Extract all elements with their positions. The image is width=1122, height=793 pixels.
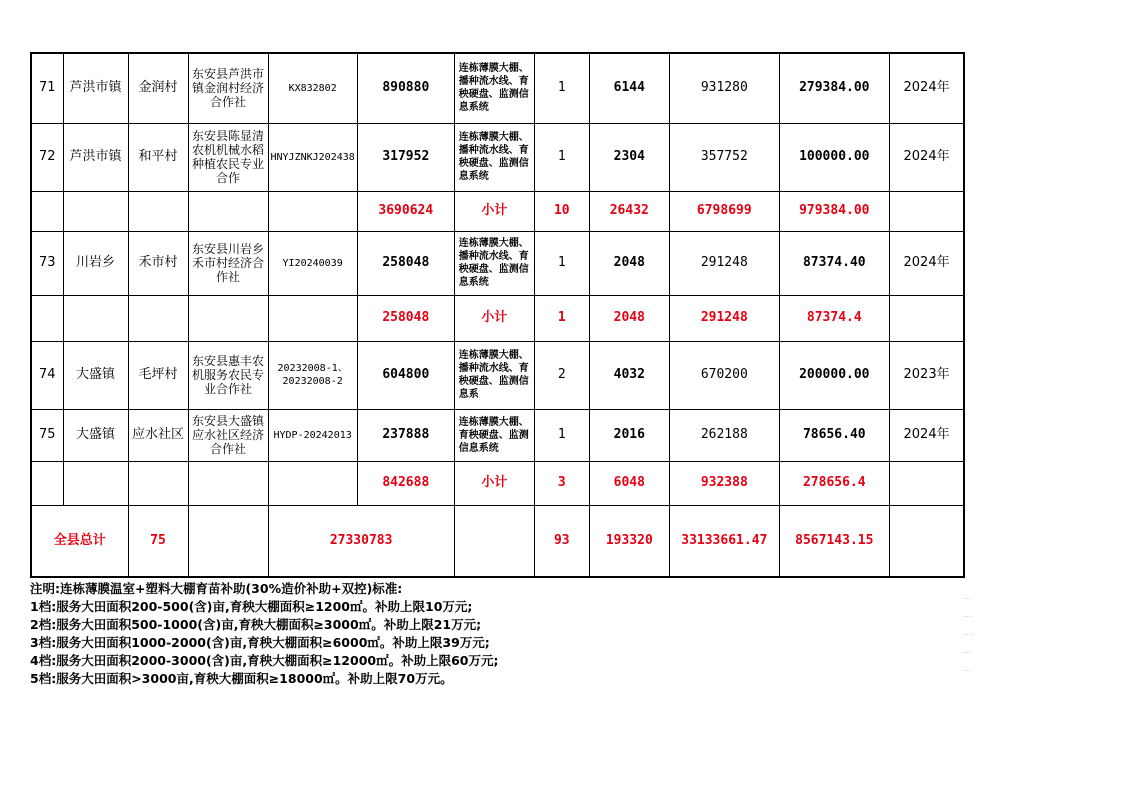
faint-gridline [964, 616, 972, 617]
area-cell: 4032 [589, 341, 669, 409]
subtotal-row [31, 191, 964, 231]
year-cell: 2024年 [889, 53, 964, 123]
subtotal-subsidy: 278656.4 [779, 461, 889, 505]
total-area: 193320 [589, 505, 669, 577]
town-cell: 大盛镇 [63, 341, 128, 409]
area-cell: 2304 [589, 123, 669, 191]
content-cell: 连栋薄膜大棚、播种流水线、育秧硬盘、监测信息系统 [454, 123, 534, 191]
total-count: 93 [534, 505, 589, 577]
code-cell: YI20240039 [268, 231, 357, 295]
total-amount: 27330783 [268, 505, 454, 577]
note-tier-3: 3档:服务大田面积1000-2000(含)亩,育秧大棚面积≥6000㎡。补助上限39万元; [30, 635, 490, 650]
code-cell: 20232008-1、20232008-2 [268, 341, 357, 409]
total-subsidy: 8567143.15 [779, 505, 889, 577]
subtotal-label: 小计 [454, 295, 534, 341]
subtotal-amount: 3690624 [357, 191, 454, 231]
subtotal-area: 26432 [589, 191, 669, 231]
row-number: 71 [31, 53, 63, 123]
table-row [31, 409, 964, 461]
cooperative-cell: 东安县川岩乡禾市村经济合作社 [188, 231, 268, 295]
cost-cell: 931280 [669, 53, 779, 123]
faint-gridline [964, 652, 972, 653]
faint-gridline [964, 670, 972, 671]
amount-cell: 258048 [357, 231, 454, 295]
cost-cell: 291248 [669, 231, 779, 295]
subsidy-cell: 78656.40 [779, 409, 889, 461]
row-number: 72 [31, 123, 63, 191]
subsidy-cell: 200000.00 [779, 341, 889, 409]
grand-total-row [31, 505, 964, 577]
amount-cell: 237888 [357, 409, 454, 461]
village-cell: 禾市村 [128, 231, 188, 295]
area-cell: 6144 [589, 53, 669, 123]
area-cell: 2048 [589, 231, 669, 295]
row-number: 74 [31, 341, 63, 409]
count-cell: 1 [534, 409, 589, 461]
table-row [31, 53, 964, 123]
notes-block [30, 580, 499, 688]
town-cell: 芦洪市镇 [63, 53, 128, 123]
subtotal-cost: 932388 [669, 461, 779, 505]
table-row [31, 341, 964, 409]
table-row [31, 123, 964, 191]
cost-cell: 262188 [669, 409, 779, 461]
subtotal-subsidy: 87374.4 [779, 295, 889, 341]
count-cell: 1 [534, 123, 589, 191]
village-cell: 和平村 [128, 123, 188, 191]
town-cell: 芦洪市镇 [63, 123, 128, 191]
total-row-count: 75 [128, 505, 188, 577]
subtotal-area: 2048 [589, 295, 669, 341]
amount-cell: 317952 [357, 123, 454, 191]
total-label: 全县总计 [31, 505, 128, 577]
row-number: 73 [31, 231, 63, 295]
cooperative-cell: 东安县惠丰农机服务农民专业合作社 [188, 341, 268, 409]
code-cell: HNYJZNKJ202438 [268, 123, 357, 191]
cost-cell: 357752 [669, 123, 779, 191]
faint-gridline [964, 598, 972, 599]
cooperative-cell: 东安县芦洪市镇金润村经济合作社 [188, 53, 268, 123]
total-cost: 33133661.47 [669, 505, 779, 577]
subtotal-subsidy: 979384.00 [779, 191, 889, 231]
content-cell: 连栋薄膜大棚、播种流水线、育秧硬盘、监测信息系统 [454, 231, 534, 295]
subtotal-count: 3 [534, 461, 589, 505]
town-cell: 川岩乡 [63, 231, 128, 295]
amount-cell: 890880 [357, 53, 454, 123]
village-cell: 金润村 [128, 53, 188, 123]
count-cell: 1 [534, 231, 589, 295]
subsidy-cell: 87374.40 [779, 231, 889, 295]
note-tier-5: 5档:服务大田面积>3000亩,育秧大棚面积≥18000㎡。补助上限70万元。 [30, 671, 453, 686]
subtotal-amount: 258048 [357, 295, 454, 341]
note-tier-4: 4档:服务大田面积2000-3000(含)亩,育秧大棚面积≥12000㎡。补助上限60万元; [30, 653, 499, 668]
subsidy-cell: 279384.00 [779, 53, 889, 123]
subtotal-cost: 291248 [669, 295, 779, 341]
code-cell: KX832802 [268, 53, 357, 123]
town-cell: 大盛镇 [63, 409, 128, 461]
area-cell: 2016 [589, 409, 669, 461]
note-tier-2: 2档:服务大田面积500-1000(含)亩,育秧大棚面积≥3000㎡。补助上限21万元; [30, 617, 482, 632]
subtotal-row [31, 295, 964, 341]
subtotal-row [31, 461, 964, 505]
content-cell: 连栋薄膜大棚、播种流水线、育秧硬盘、监测信息系 [454, 341, 534, 409]
subsidy-table [30, 52, 965, 578]
village-cell: 应水社区 [128, 409, 188, 461]
row-number: 75 [31, 409, 63, 461]
faint-gridline [964, 634, 972, 635]
subtotal-amount: 842688 [357, 461, 454, 505]
village-cell: 毛坪村 [128, 341, 188, 409]
subtotal-label: 小计 [454, 191, 534, 231]
count-cell: 2 [534, 341, 589, 409]
cooperative-cell: 东安县陈显清农机机械水稻种植农民专业合作 [188, 123, 268, 191]
note-header: 注明:连栋薄膜温室+塑料大棚育苗补助(30%造价补助+双控)标准: [30, 581, 403, 596]
year-cell: 2024年 [889, 123, 964, 191]
year-cell: 2023年 [889, 341, 964, 409]
year-cell: 2024年 [889, 409, 964, 461]
amount-cell: 604800 [357, 341, 454, 409]
subtotal-cost: 6798699 [669, 191, 779, 231]
cooperative-cell: 东安县大盛镇应水社区经济合作社 [188, 409, 268, 461]
content-cell: 连栋薄膜大棚、育秧硬盘、监测信息系统 [454, 409, 534, 461]
subtotal-count: 1 [534, 295, 589, 341]
year-cell: 2024年 [889, 231, 964, 295]
table-row [31, 231, 964, 295]
cost-cell: 670200 [669, 341, 779, 409]
code-cell: HYDP-20242013 [268, 409, 357, 461]
subtotal-count: 10 [534, 191, 589, 231]
content-cell: 连栋薄膜大棚、播种流水线、育秧硬盘、监测信息系统 [454, 53, 534, 123]
note-tier-1: 1档:服务大田面积200-500(含)亩,育秧大棚面积≥1200㎡。补助上限10万元; [30, 599, 473, 614]
subtotal-area: 6048 [589, 461, 669, 505]
count-cell: 1 [534, 53, 589, 123]
subsidy-cell: 100000.00 [779, 123, 889, 191]
subtotal-label: 小计 [454, 461, 534, 505]
